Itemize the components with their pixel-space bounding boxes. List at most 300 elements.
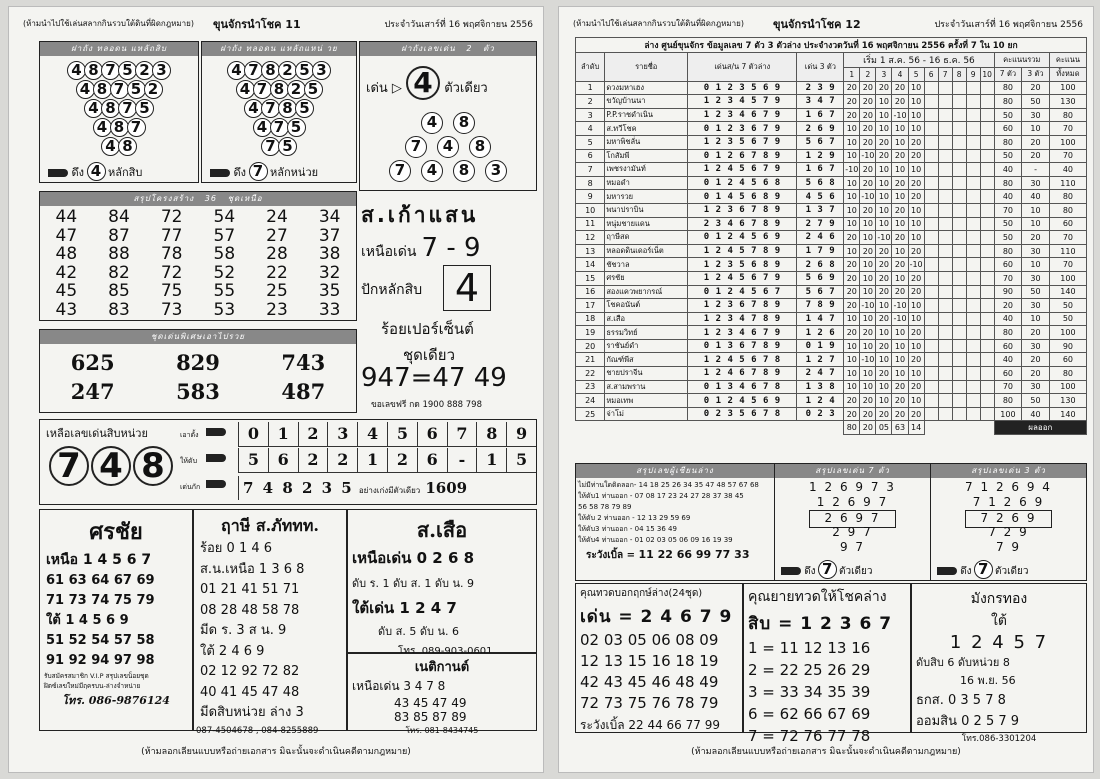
table-cell: ส.สามพราน bbox=[605, 380, 688, 394]
table-cell: 80 bbox=[1049, 203, 1086, 217]
table-cell: 10 bbox=[844, 353, 860, 367]
circled-digit: 8 bbox=[261, 61, 280, 80]
circled-digit: 8 bbox=[118, 137, 137, 156]
table-cell: 10 bbox=[908, 95, 924, 109]
table-cell: 1 3 7 bbox=[797, 203, 844, 217]
units-digit: 0 bbox=[238, 422, 268, 446]
table-cell: 40 bbox=[1022, 407, 1050, 421]
table-row bbox=[576, 326, 1087, 340]
suea-line-1: ดับ ร. 1 ดับ ส. 1 ดับ น. 9 bbox=[352, 577, 474, 590]
table-cell: -10 bbox=[892, 299, 908, 313]
table-cell: 1 2 3 5 6 7 9 bbox=[688, 135, 797, 149]
suea-top: เหนือเด่น 0 2 6 8 bbox=[352, 549, 475, 567]
expert-low-summary bbox=[576, 464, 774, 580]
table-cell: 14 bbox=[576, 258, 605, 272]
table-cell: 50 bbox=[994, 149, 1022, 163]
table-cell: 7 bbox=[576, 163, 605, 177]
table-cell: 30 bbox=[1022, 108, 1050, 122]
table-cell bbox=[938, 299, 952, 313]
number-line: 40 41 45 47 48 bbox=[200, 684, 300, 700]
summary-cell: 72 bbox=[160, 262, 183, 283]
table-cell bbox=[980, 367, 994, 381]
table-row bbox=[576, 353, 1087, 367]
table-cell bbox=[980, 407, 994, 421]
table-row bbox=[576, 258, 1087, 272]
golden-dragon-sub: ใต้ bbox=[991, 613, 1007, 629]
table-cell: 70 bbox=[994, 271, 1022, 285]
table-cell: 20 bbox=[892, 81, 908, 95]
col-three: เด่น 3 ตัว bbox=[797, 53, 844, 82]
summary-cell: 23 bbox=[266, 299, 288, 320]
summary-row: 2 9 7 bbox=[832, 525, 873, 539]
table-cell bbox=[924, 149, 938, 163]
triangle-row bbox=[40, 117, 198, 135]
circled-digit: 5 bbox=[295, 99, 314, 118]
table-cell: 10 bbox=[876, 176, 892, 190]
netikan-panel bbox=[347, 653, 537, 735]
table-cell: 10 bbox=[876, 122, 892, 136]
triangle-row bbox=[360, 112, 536, 130]
featured-line: เด่น ▷ 4 ตัวเดียว bbox=[366, 66, 488, 99]
special-number: 583 bbox=[176, 379, 220, 404]
table-cell: 80 bbox=[994, 95, 1022, 109]
table-cell: 10 bbox=[908, 312, 924, 326]
table-cell: 20 bbox=[844, 407, 860, 421]
number-line: 71 73 74 75 79 bbox=[46, 593, 155, 608]
round-header: 4 bbox=[892, 68, 908, 82]
table-cell bbox=[952, 326, 966, 340]
table-cell: 10 bbox=[892, 339, 908, 353]
table-cell: 10 bbox=[908, 163, 924, 177]
table-cell: ศรชัย bbox=[605, 271, 688, 285]
table-row bbox=[576, 163, 1087, 177]
table-cell: 10 bbox=[892, 190, 908, 204]
table-cell: 60 bbox=[1049, 353, 1086, 367]
round-header: 5 bbox=[908, 68, 924, 82]
table-cell: 80 bbox=[994, 135, 1022, 149]
circled-digit: 7 bbox=[253, 80, 272, 99]
suea-phone: โทร. 089-903-0601 bbox=[398, 646, 493, 657]
summary-cell: 45 bbox=[55, 281, 78, 301]
table-cell: 22 bbox=[576, 367, 605, 381]
table-cell bbox=[924, 231, 938, 245]
summary-row: 1 2 6 9 7 3 bbox=[809, 480, 896, 494]
table-cell: 10 bbox=[892, 244, 908, 258]
table-cell: 10 bbox=[876, 108, 892, 122]
table-cell bbox=[924, 122, 938, 136]
table-cell: ฤาษีสด bbox=[605, 231, 688, 245]
number-line: 7 = 72 76 77 78 bbox=[748, 727, 871, 745]
number-line: 1 = 11 12 13 16 bbox=[748, 639, 871, 657]
table-cell: 10 bbox=[876, 380, 892, 394]
table-cell: ธรรมวิทย์ bbox=[605, 326, 688, 340]
number-line: 12 13 15 16 18 19 bbox=[580, 652, 719, 670]
totals-cell: 14 bbox=[908, 421, 924, 435]
table-cell: 1 3 8 bbox=[797, 380, 844, 394]
table-cell bbox=[952, 407, 966, 421]
table-cell: 100 bbox=[1049, 135, 1086, 149]
summary-3-title: สรุปเลขเด่น 3 ตัว bbox=[931, 464, 1086, 478]
summary-cell: 34 bbox=[318, 207, 341, 227]
table-cell bbox=[952, 258, 966, 272]
table-cell: 1 2 6 bbox=[797, 326, 844, 340]
table-cell bbox=[938, 353, 952, 367]
table-cell: 70 bbox=[1049, 122, 1086, 136]
table-cell bbox=[924, 258, 938, 272]
table-cell: 20 bbox=[844, 285, 860, 299]
table-cell bbox=[966, 81, 980, 95]
table-cell: 0 1 2 4 5 6 9 bbox=[688, 231, 797, 245]
table-cell: 20 bbox=[876, 149, 892, 163]
rusi-panel bbox=[193, 509, 347, 736]
circled-digit: 7 bbox=[389, 160, 411, 182]
units-digit: 6 bbox=[268, 448, 298, 472]
stats-table bbox=[575, 37, 1087, 435]
circled-digit: 4 bbox=[227, 61, 246, 80]
table-cell: หมอเทพ bbox=[605, 394, 688, 408]
sorachai-phone: โทร. 086-9876124 bbox=[62, 694, 170, 707]
table-cell: เพชรงามันท์ bbox=[605, 163, 688, 177]
table-row bbox=[576, 203, 1087, 217]
units-big-digit: 4 bbox=[91, 446, 131, 486]
round-header: 2 bbox=[860, 68, 876, 82]
table-cell: 20 bbox=[860, 108, 876, 122]
summary-cell: 87 bbox=[108, 225, 130, 246]
table-cell: หนุ่มชายแดน bbox=[605, 217, 688, 231]
table-cell bbox=[938, 203, 952, 217]
table-cell bbox=[952, 163, 966, 177]
table-cell: 20 bbox=[892, 203, 908, 217]
left-page bbox=[8, 6, 544, 773]
summary-row: 7 1 2 6 9 4 bbox=[965, 480, 1052, 494]
table-cell: 5 bbox=[576, 135, 605, 149]
table-cell bbox=[924, 203, 938, 217]
table-cell: 19 bbox=[576, 326, 605, 340]
table-row bbox=[576, 231, 1087, 245]
table-cell: 1 2 3 4 6 7 9 bbox=[688, 108, 797, 122]
golden-dragon-line-4: ออมสิน 0 2 5 7 9 bbox=[916, 714, 1020, 729]
table-cell bbox=[966, 271, 980, 285]
table-cell: 130 bbox=[1049, 394, 1086, 408]
round-header: 3 bbox=[876, 68, 892, 82]
table-cell: 10 bbox=[892, 353, 908, 367]
golden-dragon-title: มังกรทอง bbox=[970, 591, 1028, 607]
table-cell bbox=[952, 271, 966, 285]
table-cell bbox=[938, 244, 952, 258]
table-cell bbox=[924, 299, 938, 313]
table-cell: 70 bbox=[994, 203, 1022, 217]
circled-digit: 7 bbox=[261, 99, 280, 118]
table-cell: 20 bbox=[1022, 81, 1050, 95]
table-cell: 20 bbox=[860, 244, 876, 258]
summary-cell: 54 bbox=[213, 207, 236, 227]
sorachai-panel bbox=[39, 509, 193, 731]
triangle-row bbox=[202, 136, 356, 154]
table-cell: 0 1 2 3 5 6 9 bbox=[688, 81, 797, 95]
table-cell bbox=[924, 312, 938, 326]
table-cell: 10 bbox=[892, 135, 908, 149]
round-header: 1 bbox=[844, 68, 860, 82]
table-row bbox=[576, 135, 1087, 149]
table-cell: สองแควพยากรณ์ bbox=[605, 285, 688, 299]
table-cell bbox=[938, 163, 952, 177]
table-cell: 1 2 7 bbox=[797, 353, 844, 367]
left-warning: (ห้ามนำไปใช้เล่นสลากกินรวบใต้ดินที่ผิดกฎหมาย) bbox=[23, 19, 194, 28]
table-cell bbox=[938, 312, 952, 326]
table-cell bbox=[980, 135, 994, 149]
table-cell: 30 bbox=[1022, 176, 1050, 190]
summary-7-pull: ดึง 7 ตัวเดียว bbox=[781, 560, 872, 579]
table-cell: 50 bbox=[994, 231, 1022, 245]
table-cell: 20 bbox=[876, 367, 892, 381]
table-cell bbox=[966, 163, 980, 177]
table-cell bbox=[966, 176, 980, 190]
table-cell bbox=[980, 163, 994, 177]
number-line: ส.น.เหนือ 1 3 6 8 bbox=[200, 561, 305, 577]
summary-cell: 24 bbox=[266, 207, 288, 227]
table-cell bbox=[938, 285, 952, 299]
table-cell: 9 bbox=[576, 190, 605, 204]
right-header bbox=[573, 17, 1083, 33]
summary-row: 7 2 9 bbox=[988, 525, 1029, 539]
units-digit: 3 bbox=[327, 422, 357, 446]
units-panel bbox=[39, 419, 537, 505]
table-cell: 6 bbox=[576, 149, 605, 163]
table-cell: 20 bbox=[892, 149, 908, 163]
table-cell bbox=[966, 149, 980, 163]
number-line: 3 = 33 34 35 39 bbox=[748, 683, 871, 701]
golden-dragon-line-1: ดับสิบ 6 ดับหน่วย 8 bbox=[916, 656, 1010, 669]
table-cell bbox=[952, 135, 966, 149]
table-cell: 50 bbox=[1049, 299, 1086, 313]
table-cell: 20 bbox=[860, 135, 876, 149]
table-cell bbox=[938, 95, 952, 109]
table-cell bbox=[952, 299, 966, 313]
table-cell bbox=[952, 353, 966, 367]
table-cell bbox=[938, 394, 952, 408]
circled-digit: 7 bbox=[127, 118, 146, 137]
netikan-line-2: 83 85 87 89 bbox=[394, 710, 467, 724]
table-cell bbox=[980, 149, 994, 163]
special-number: 743 bbox=[281, 350, 326, 375]
table-cell: 10 bbox=[1022, 312, 1050, 326]
circled-digit: 4 bbox=[253, 118, 272, 137]
netikan-lead: เหนือเด่น 3 4 7 8 bbox=[352, 679, 446, 693]
circled-digit: 4 bbox=[93, 118, 112, 137]
golden-dragon-line-2: 16 พ.ย. 56 bbox=[960, 674, 1016, 687]
table-cell: 100 bbox=[994, 407, 1022, 421]
table-cell: 10 bbox=[860, 380, 876, 394]
table-cell: 10 bbox=[1022, 203, 1050, 217]
table-cell: 10 bbox=[876, 217, 892, 231]
hand-pointer-icon bbox=[206, 480, 226, 488]
table-cell: 12 bbox=[576, 231, 605, 245]
triangle-row bbox=[40, 98, 198, 116]
table-cell bbox=[980, 81, 994, 95]
table-cell bbox=[924, 380, 938, 394]
units-digit: 2 bbox=[327, 448, 357, 472]
great-grandma-title: คุณยายทวดให้โชคล่าง bbox=[748, 589, 887, 605]
triangle-tens bbox=[39, 41, 199, 183]
table-cell: ส.ทวีโชค bbox=[605, 122, 688, 136]
table-cell: 0 1 3 4 6 7 8 bbox=[688, 380, 797, 394]
circled-digit: 5 bbox=[304, 80, 323, 99]
table-cell: โชคอนันต์ bbox=[605, 299, 688, 313]
table-cell: 20 bbox=[844, 108, 860, 122]
score-subheader: ทั้งหมด bbox=[1049, 68, 1086, 82]
table-cell: 13 bbox=[576, 244, 605, 258]
table-cell: 10 bbox=[908, 108, 924, 122]
table-cell: 80 bbox=[1049, 108, 1086, 122]
pull-number: 4 bbox=[87, 162, 106, 181]
table-cell bbox=[966, 285, 980, 299]
right-title: ขุนจักรนำโชค 12 bbox=[773, 18, 861, 31]
table-cell: 20 bbox=[860, 203, 876, 217]
table-cell: 60 bbox=[994, 367, 1022, 381]
table-cell: 50 bbox=[1022, 285, 1050, 299]
table-cell bbox=[952, 380, 966, 394]
table-cell: 20 bbox=[844, 299, 860, 313]
table-cell bbox=[924, 407, 938, 421]
triangle-row bbox=[360, 136, 536, 154]
table-cell: 10 bbox=[860, 217, 876, 231]
col-rounds: เริ่ม 1 ส.ค. 56 - 16 ธ.ค. 56 bbox=[844, 53, 994, 68]
triangle-tens-pull: ดึง 4 หลักสิบ bbox=[48, 162, 142, 181]
table-cell: 20 bbox=[844, 95, 860, 109]
table-cell bbox=[924, 353, 938, 367]
table-cell: 2 6 8 bbox=[797, 258, 844, 272]
table-cell bbox=[924, 217, 938, 231]
circled-digit: 8 bbox=[270, 80, 289, 99]
table-cell bbox=[980, 231, 994, 245]
table-cell: 10 bbox=[844, 312, 860, 326]
left-header bbox=[23, 17, 533, 33]
table-cell: 2 4 6 bbox=[797, 231, 844, 245]
table-cell: 40 bbox=[1022, 190, 1050, 204]
sakao-tens-value: 4 bbox=[443, 265, 491, 311]
units-digit: 8 bbox=[476, 422, 506, 446]
summary-cell: 37 bbox=[318, 225, 341, 246]
units-row-mid bbox=[238, 448, 536, 473]
table-cell bbox=[980, 203, 994, 217]
table-cell: 10 bbox=[860, 367, 876, 381]
totals-cell: 63 bbox=[892, 421, 908, 435]
units-row-top bbox=[238, 422, 536, 447]
number-line: ร้อย 0 1 4 6 bbox=[200, 541, 273, 556]
circled-digit: 7 bbox=[405, 136, 427, 158]
table-cell: 1 2 4 6 7 8 9 bbox=[688, 367, 797, 381]
table-cell: 16 bbox=[576, 285, 605, 299]
table-cell: 2 7 9 bbox=[797, 217, 844, 231]
right-warning: (ห้ามนำไปใช้เล่นสลากกินรวบใต้ดินที่ผิดกฎหมาย) bbox=[573, 19, 744, 28]
number-line: 42 43 45 46 48 49 bbox=[580, 673, 719, 691]
special-number: 625 bbox=[70, 350, 115, 375]
table-cell: 0 1 4 5 6 8 9 bbox=[688, 190, 797, 204]
table-cell: มหารวย bbox=[605, 190, 688, 204]
circled-digit: 2 bbox=[278, 61, 297, 80]
summary-cell: 78 bbox=[160, 244, 183, 264]
featured-digits-box bbox=[359, 41, 537, 191]
table-cell: 30 bbox=[1022, 271, 1050, 285]
table-cell: 1 7 9 bbox=[797, 244, 844, 258]
number-line: 72 73 75 76 78 79 bbox=[580, 694, 719, 712]
special-number: 487 bbox=[281, 379, 326, 404]
table-cell: 100 bbox=[1049, 81, 1086, 95]
circled-digit: 7 bbox=[118, 99, 137, 118]
table-cell bbox=[938, 258, 952, 272]
units-digit: 6 bbox=[417, 448, 447, 472]
table-cell bbox=[924, 176, 938, 190]
netikan-line-1: 43 45 47 49 bbox=[394, 696, 467, 710]
table-cell: 110 bbox=[1049, 244, 1086, 258]
table-row bbox=[576, 380, 1087, 394]
table-cell bbox=[980, 95, 994, 109]
table-cell: 5 6 7 bbox=[797, 135, 844, 149]
units-digit: 5 bbox=[238, 448, 268, 472]
number-line: มีดสิบหน่วย ล่าง 3 bbox=[200, 705, 304, 720]
circled-digit: 3 bbox=[312, 61, 331, 80]
left-title: ขุนจักรนำโชค 11 bbox=[213, 18, 301, 31]
table-cell: 20 bbox=[892, 394, 908, 408]
table-cell: 1 6 7 bbox=[797, 108, 844, 122]
sorachai-top: เหนือ 1 4 5 6 7 bbox=[46, 552, 152, 568]
number-line: 6 = 62 66 67 69 bbox=[748, 705, 871, 723]
table-cell bbox=[966, 258, 980, 272]
suea-panel bbox=[347, 509, 537, 657]
number-line: 56 58 78 79 89 bbox=[578, 503, 632, 511]
table-cell: -10 bbox=[860, 149, 876, 163]
table-cell bbox=[952, 285, 966, 299]
table-cell bbox=[938, 149, 952, 163]
circled-digit: 8 bbox=[453, 112, 475, 134]
table-cell: 20 bbox=[876, 135, 892, 149]
suea-name: ส.เสือ bbox=[416, 518, 468, 542]
pull-number: 7 bbox=[974, 560, 993, 579]
table-cell: 20 bbox=[876, 244, 892, 258]
table-row bbox=[576, 367, 1087, 381]
summary-cell: 22 bbox=[266, 262, 288, 283]
table-cell: 40 bbox=[994, 163, 1022, 177]
table-cell: 15 bbox=[576, 271, 605, 285]
table-cell: 10 bbox=[860, 258, 876, 272]
table-cell: 2 4 7 bbox=[797, 367, 844, 381]
summary-cell: 85 bbox=[108, 281, 130, 301]
table-cell: 70 bbox=[994, 380, 1022, 394]
table-cell: 10 bbox=[908, 203, 924, 217]
table-cell: 10 bbox=[892, 271, 908, 285]
table-cell bbox=[938, 231, 952, 245]
hand-pointer-icon bbox=[937, 567, 957, 575]
structure-summary bbox=[39, 191, 357, 321]
table-cell: 10 bbox=[892, 367, 908, 381]
table-cell bbox=[980, 108, 994, 122]
table-cell: 10 bbox=[844, 190, 860, 204]
table-cell: 20 bbox=[876, 339, 892, 353]
table-cell: 10 bbox=[844, 149, 860, 163]
circled-digit: 3 bbox=[152, 61, 171, 80]
sorachai-name: ศรชัย bbox=[89, 519, 143, 545]
number-line: 08 28 48 58 78 bbox=[200, 602, 300, 618]
table-cell bbox=[952, 95, 966, 109]
circled-digit: 8 bbox=[469, 136, 491, 158]
table-cell: 20 bbox=[908, 190, 924, 204]
table-cell bbox=[924, 326, 938, 340]
table-cell: 20 bbox=[876, 271, 892, 285]
table-cell: 60 bbox=[994, 339, 1022, 353]
triangle-row bbox=[202, 79, 356, 97]
units-row-labels: เอาตั้ง ให้ดับ เด่นกัก bbox=[180, 431, 201, 491]
table-cell: 1 2 4 5 7 8 9 bbox=[688, 244, 797, 258]
